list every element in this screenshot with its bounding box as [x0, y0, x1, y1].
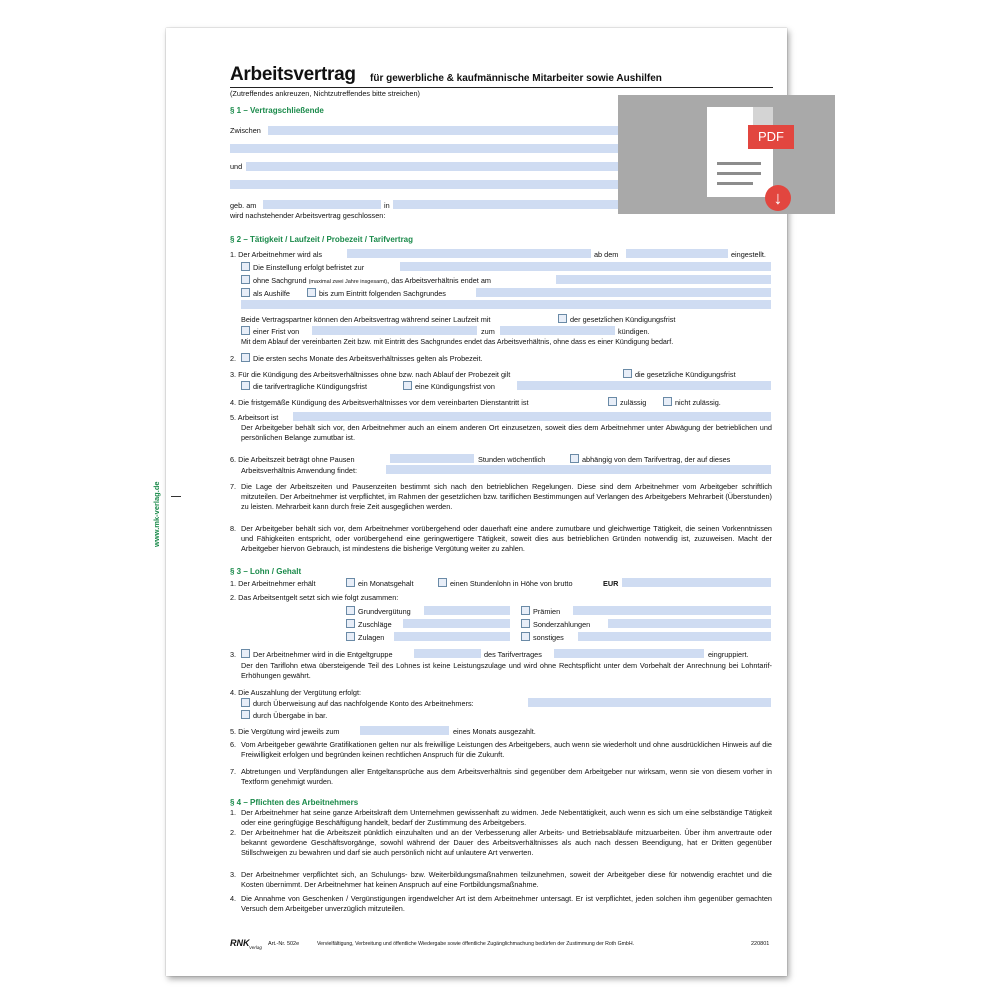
- auszahlung-label: eines Monats ausgezahlt.: [453, 727, 536, 736]
- s3-p3-text: Der den Tariflohn etwa übersteigende Teil des Lohnes ist keine Leistungszulage und wird ohne Rechtspflicht unter dem Vorbehalt der Anrechnung bei Lohntarif-Erhöhungen gewährt.: [241, 661, 772, 680]
- eintritt-label: bis zum Eintritt folgenden Sachgrundes: [319, 289, 446, 298]
- sonstiges-field[interactable]: [578, 632, 771, 641]
- auszahlung-field[interactable]: [360, 726, 449, 735]
- sonderz-field[interactable]: [608, 619, 771, 628]
- konto-field[interactable]: [528, 698, 771, 707]
- zuschl-field[interactable]: [403, 619, 510, 628]
- section-1-heading: § 1 – Vertragschließende: [230, 106, 324, 115]
- praemien-label: Prämien: [533, 607, 561, 616]
- s4-p3-number: 3.: [230, 870, 237, 879]
- stundenlohn-label: einen Stundenlohn in Höhe von brutto: [450, 579, 573, 588]
- probezeit-label: Die ersten sechs Monate des Arbeitsverhältnisses gelten als Probezeit.: [253, 354, 483, 363]
- position-field[interactable]: [347, 249, 591, 258]
- probezeit-checkbox[interactable]: [241, 353, 250, 362]
- footer-copyright: Vervielfältigung, Verbreitung und öffentliche Wiedergabe sowie öffentliche Zugänglichmachung bedürfen der Zustimmung der Roth GmbH.: [317, 941, 635, 947]
- s2-p3-text: 3. Für die Kündigung des Arbeitsverhältnisses ohne bzw. nach Ablauf der Probezeit gilt: [230, 370, 511, 379]
- tarifvertrag-label: des Tarifvertrages: [484, 650, 542, 659]
- geb-am-label: geb. am: [230, 201, 257, 210]
- nicht-zulaessig-label: nicht zulässig.: [675, 398, 721, 407]
- title-rule: [230, 87, 773, 88]
- arbeitsort-field[interactable]: [293, 412, 771, 421]
- side-url: www.mk-verlag.de: [152, 481, 161, 547]
- ueberweisung-label: durch Überweisung auf das nachfolgende Konto des Arbeitnehmers:: [253, 699, 474, 708]
- in-label: in: [384, 201, 390, 210]
- sachgrund-field-2[interactable]: [241, 300, 771, 309]
- kuendigen-label: kündigen.: [618, 327, 650, 336]
- p3-gesetzl-checkbox[interactable]: [623, 369, 632, 378]
- section-3-heading: § 3 – Lohn / Gehalt: [230, 567, 302, 576]
- tarifvertrag-name-field[interactable]: [554, 649, 704, 658]
- monatsgehalt-checkbox[interactable]: [346, 578, 355, 587]
- ohne-sachgrund-end: , das Arbeitsverhältnis endet am: [387, 276, 491, 285]
- sonstiges-label: sonstiges: [533, 633, 564, 642]
- s4-p3-text: Der Arbeitnehmer verpflichtet sich, an Schulungs- bzw. Weiterbildungsmaßnahmen teilzunehmen, soweit der Arbeitgeber diese für notwendig erachtet und die Kosten übernimmt. Der Arbeitnehmer hat keinen Anspruch auf eine Fortbildungsmaßnahme.: [241, 870, 772, 889]
- grund-checkbox[interactable]: [346, 606, 355, 615]
- sonstiges-checkbox[interactable]: [521, 632, 530, 641]
- start-date-field[interactable]: [626, 249, 728, 258]
- ueberweisung-checkbox[interactable]: [241, 698, 250, 707]
- s4-p2-number: 2.: [230, 828, 237, 837]
- frist-von-field[interactable]: [312, 326, 477, 335]
- s2-p5-label: 5. Arbeitsort ist: [230, 413, 279, 422]
- s3-p5-text: 5. Die Vergütung wird jeweils zum: [230, 727, 340, 736]
- birthdate-field[interactable]: [263, 200, 381, 209]
- gesetzl-frist-label: der gesetzlichen Kündigungsfrist: [570, 315, 676, 324]
- footer-logo-sub: Verlag: [249, 945, 262, 950]
- kuendigung-text: Beide Vertragspartner können den Arbeitsvertrag während seiner Laufzeit mit: [241, 315, 491, 324]
- eingestellt-label: eingestellt.: [731, 250, 766, 259]
- entgeltgruppe-label: Der Arbeitnehmer wird in die Entgeltgruppe: [253, 650, 393, 659]
- p3-gesetzl-label: die gesetzliche Kündigungsfrist: [635, 370, 736, 379]
- sonderz-label: Sonderzahlungen: [533, 620, 591, 629]
- footer-artnr: Art.-Nr. 502e: [268, 941, 300, 947]
- nicht-zulaessig-checkbox[interactable]: [663, 397, 672, 406]
- frist-von-label: einer Frist von: [253, 327, 300, 336]
- frist-von2-label: eine Kündigungsfrist von: [415, 382, 495, 391]
- gesetzl-frist-checkbox[interactable]: [558, 314, 567, 323]
- tarifl-frist-checkbox[interactable]: [241, 381, 250, 390]
- s2-p8-text: Der Arbeitgeber behält sich vor, dem Arbeitnehmer vorübergehend oder dauerhaft eine andere zumutbare und gleichwertige Tätigkeit, die seinen Vorkenntnissen und Fähigkeiten entspricht, oder vorübergehend eine geringwertigere Tätigkeit, soweit dies aus betrieblichen Gründen notwendig ist, zuzuweisen. Macht der Arbeitgeber hiervon Gebrauch, ist mindestens die bisherige Vergütung weiter zu zahlen.: [241, 524, 772, 553]
- s2-p4-text: 4. Die fristgemäße Kündigung des Arbeitsverhältnisses vor dem vereinbarten Dienstantritt ist: [230, 398, 529, 407]
- s2-p1-text: 1. Der Arbeitnehmer wird als: [230, 250, 323, 259]
- zulaessig-label: zulässig: [620, 398, 647, 407]
- zulagen-checkbox[interactable]: [346, 632, 355, 641]
- section-4-heading: § 4 – Pflichten des Arbeitnehmers: [230, 798, 359, 807]
- ablauf-text: Mit dem Ablauf der vereinbarten Zeit bzw. mit Eintritt des Sachgrundes endet das Arbeitsverhältnis, ohne dass es einer Kündigung bedarf.: [241, 338, 674, 346]
- pdf-line-1: [717, 162, 761, 165]
- s2-p5-text: Der Arbeitgeber behält sich vor, den Arbeitnehmer auch an einem anderen Ort einzusetzen, soweit dies dem Arbeitnehmer unter Abwägung der betrieblichen und persönlichen Belange zumutbar ist.: [241, 423, 772, 442]
- zwischen-label: Zwischen: [230, 126, 261, 135]
- sonderz-checkbox[interactable]: [521, 619, 530, 628]
- entgeltgruppe-field[interactable]: [414, 649, 481, 658]
- aushilfe-label: als Aushilfe: [253, 289, 290, 298]
- ohne-sachgrund-note: (maximal zwei Jahre insgesamt): [308, 279, 388, 285]
- eintritt-checkbox[interactable]: [307, 288, 316, 297]
- s3-p7-number: 7.: [230, 767, 237, 776]
- document-title: Arbeitsvertrag: [230, 64, 356, 85]
- ohne-sachgrund-label: [253, 276, 491, 287]
- p3-frist-field[interactable]: [517, 381, 771, 390]
- befristet-field[interactable]: [400, 262, 771, 271]
- s2-p7-number: 7.: [230, 482, 237, 491]
- s3-p4-text: 4. Die Auszahlung der Vergütung erfolgt:: [230, 688, 362, 697]
- frist-von-checkbox[interactable]: [241, 326, 250, 335]
- tarifvertrag-field[interactable]: [386, 465, 771, 474]
- befristet-checkbox[interactable]: [241, 262, 250, 271]
- s3-p6-text: Vom Arbeitgeber gewährte Gratifikationen gelten nur als freiwillige Leistungen des Arbeitgebers, auch wenn sie wiederholt und ohne ausdrücklichen Hinweis auf die Freiwilligkeit erfolgen und begründen keinen rechtlichen Anspruch für die Zukunft.: [241, 740, 772, 759]
- footer-logo: RNK: [230, 938, 250, 948]
- s2-p6-text: 6. Die Arbeitszeit beträgt ohne Pausen: [230, 455, 355, 464]
- s4-p4-number: 4.: [230, 894, 237, 903]
- s2-p8-number: 8.: [230, 524, 237, 533]
- entgeltgruppe-checkbox[interactable]: [241, 649, 250, 658]
- stundenlohn-checkbox[interactable]: [438, 578, 447, 587]
- ab-dem-label: ab dem: [594, 250, 619, 259]
- s1-closing: wird nachstehender Arbeitsvertrag geschlossen:: [230, 211, 386, 220]
- s4-p2-text: Der Arbeitnehmer hat die Arbeitszeit pünktlich einzuhalten und an der Verbesserung aller Arbeits- und Betriebsabläufe mitzuarbeiten. Über ihm anvertraute oder bekannt gewordene Geschäftsvorgänge, sowohl während der Dauer des Arbeitsverhältnisses als auch nach dessen Beendigung, hat er Dritten gegenüber Stillschweigen zu bewahren und darf sie auch persönlich nicht auf unlautere Art verwerten.: [241, 828, 772, 857]
- frist-zum-field[interactable]: [500, 326, 615, 335]
- befristet-label: Die Einstellung erfolgt befristet zur: [253, 263, 365, 272]
- s3-p7-text: Abtretungen und Verpfändungen aller Entgeltansprüche aus dem Arbeitsverhältnis sind gegenüber dem Arbeitgeber nur wirksam, wenn sie von diesem vorher in Textform genehmigt wurden.: [241, 767, 772, 786]
- zulaessig-checkbox[interactable]: [608, 397, 617, 406]
- section-2-heading: § 2 – Tätigkeit / Laufzeit / Probezeit / Tarifvertrag: [230, 235, 414, 244]
- stunden-label: Stunden wöchentlich: [478, 455, 546, 464]
- footer-code: 220801: [751, 941, 770, 947]
- document-subtitle: für gewerbliche & kaufmännische Mitarbeiter sowie Aushilfen: [370, 73, 662, 84]
- s4-p4-text: Die Annahme von Geschenken / Vergünstigungen irgendwelcher Art ist dem Arbeitnehmer untersagt. Er ist verpflichtet, jeden solchen ihm gegenüber gemachten Versuch dem Arbeitgeber unverzüglich mitzuteilen.: [241, 894, 772, 913]
- s2-p7-text: Die Lage der Arbeitszeiten und Pausenzeiten bestimmt sich nach den betrieblichen Regelungen. Diese sind dem Arbeitnehmer vom Arbeitgeber schriftlich mitzuteilen. Der Arbeitnehmer ist verpflichtet, im Rahmen der gesetzlichen bzw. tariflichen Bestimmungen auf Verlangen des Arbeitgebers Mehrarbeit (Überstunden) zu leisten. Mehrarbeit kann durch freie Zeit ausgeglichen werden.: [241, 482, 772, 511]
- grund-field[interactable]: [424, 606, 510, 615]
- bar-checkbox[interactable]: [241, 710, 250, 719]
- s3-p2-text: 2. Das Arbeitsentgelt setzt sich wie folgt zusammen:: [230, 593, 399, 602]
- s2-p2-number: 2.: [230, 354, 237, 363]
- instruction-note: (Zutreffendes ankreuzen, Nichtzutreffendes bitte streichen): [230, 89, 420, 98]
- s3-p3-number: 3.: [230, 650, 237, 659]
- eingruppiert-label: eingruppiert.: [708, 650, 749, 659]
- praemien-checkbox[interactable]: [521, 606, 530, 615]
- end-date-field[interactable]: [556, 275, 771, 284]
- zuschl-checkbox[interactable]: [346, 619, 355, 628]
- aushilfe-checkbox[interactable]: [241, 288, 250, 297]
- zum-label: zum: [481, 327, 495, 336]
- pdf-badge: PDF: [748, 125, 794, 149]
- eur-label: EUR: [603, 579, 619, 588]
- ohne-sachgrund-text: ohne Sachgrund: [253, 276, 307, 285]
- pdf-line-2: [717, 172, 761, 175]
- tarif-abh-checkbox[interactable]: [570, 454, 579, 463]
- monatsgehalt-label: ein Monatsgehalt: [358, 579, 414, 588]
- pdf-line-3: [717, 182, 753, 185]
- s4-p1-text: Der Arbeitnehmer hat seine ganze Arbeitskraft dem Unternehmen gewissenhaft zu widmen. Jede Nebentätigkeit, auch wenn es sich um eine selbständige Tätigkeit oder eine geringfügige Beschäftigung handelt, bedarf der Zustimmung des Arbeitgebers.: [241, 808, 772, 827]
- grund-label: Grundvergütung: [358, 607, 411, 616]
- s4-p1-number: 1.: [230, 808, 237, 817]
- sachgrund-field[interactable]: [476, 288, 771, 297]
- anwendung-label: Arbeitsverhältnis Anwendung findet:: [241, 466, 358, 475]
- lohn-field[interactable]: [622, 578, 771, 587]
- praemien-field[interactable]: [573, 606, 771, 615]
- stunden-field[interactable]: [390, 454, 474, 463]
- ohne-sachgrund-checkbox[interactable]: [241, 275, 250, 284]
- tarif-abh-label: abhängig von dem Tarifvertrag, der auf dieses: [582, 455, 731, 464]
- download-icon[interactable]: ↓: [765, 185, 791, 211]
- zuschl-label: Zuschläge: [358, 620, 392, 629]
- tarifl-frist-label: die tarifvertragliche Kündigungsfrist: [253, 382, 367, 391]
- s3-p6-number: 6.: [230, 740, 237, 749]
- und-label: und: [230, 162, 243, 171]
- pdf-fold-corner: [753, 107, 773, 127]
- zulagen-label: Zulagen: [358, 633, 385, 642]
- side-url-wrap: [152, 481, 242, 547]
- zulagen-field[interactable]: [394, 632, 510, 641]
- frist-von2-checkbox[interactable]: [403, 381, 412, 390]
- bar-label: durch Übergabe in bar.: [253, 711, 328, 720]
- s3-p1-text: 1. Der Arbeitnehmer erhält: [230, 579, 316, 588]
